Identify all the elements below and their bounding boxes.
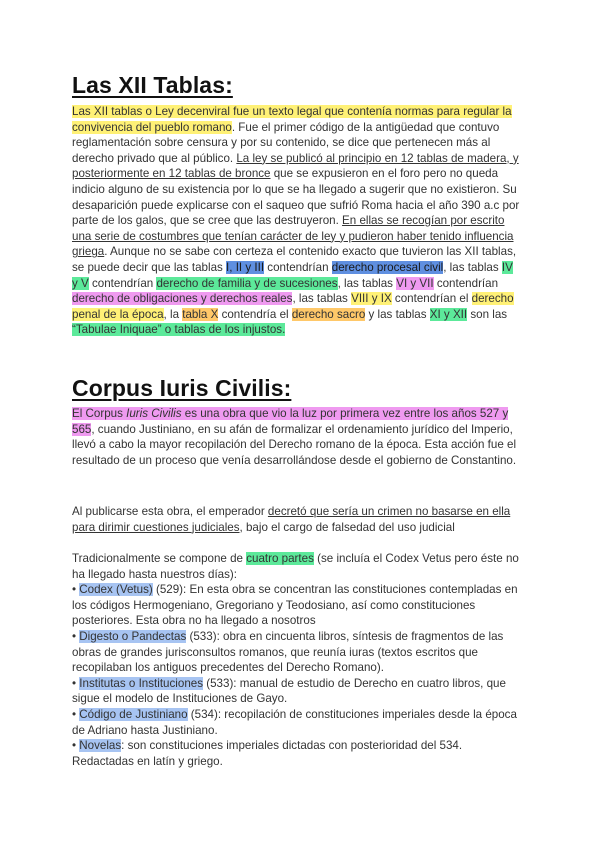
- text-run: contendrían: [433, 276, 499, 290]
- text-run: contendrían: [88, 276, 157, 290]
- bullet: •: [72, 583, 80, 597]
- list-item-text: (529): En esta obra se concentran las constituciones contempladas en los códigos Hermogeniano, Gregoriano y Teodosiano, así como constituciones posteriores. Esta obra no ha llegado a nosotros: [72, 583, 518, 628]
- text-run: contendrían: [264, 260, 332, 274]
- text-run: , las tablas: [292, 292, 352, 306]
- highlight-derecho-familia: derecho de familia y de sucesiones: [156, 276, 338, 290]
- text-run: , las tablas: [337, 276, 397, 290]
- text-run: son las: [467, 307, 508, 321]
- text-run: . Fue el primer código de la antigüedad que contuvo reglamentación sobre censura y por su contenido, se dice que pertenecen más al derecho privado que al público.: [72, 120, 500, 165]
- bullet: •: [72, 739, 80, 753]
- text-run: , bajo el cargo de falsedad del uso judicial: [239, 520, 455, 534]
- list-item-text: (534): recopilación de constituciones imperiales desde la época de Adriano hasta Justiniano.: [72, 707, 517, 737]
- list-item-text: (533): obra en cincuenta libros, síntesis de fragmentos de las obras de grandes jurisconsultos romanos, que reunía iuras (textos escritos que recopilaban los antiguos precedentes del Derecho Romano).: [72, 629, 504, 675]
- highlight-tablas-vi-vii: VI y VII: [396, 276, 434, 290]
- list-item: [72, 676, 520, 707]
- text-run: Al publicarse esta obra, el emperador: [72, 505, 268, 518]
- text-run: contendría el: [218, 307, 292, 321]
- section-title-xii-tablas: Las XII Tablas:: [72, 72, 233, 98]
- section-title-corpus-iuris: Corpus Iuris Civilis:: [72, 375, 292, 401]
- corpus-intro-paragraph: [72, 406, 520, 468]
- highlight-cuatro-partes: cuatro partes: [246, 552, 314, 565]
- text-run: , la: [163, 307, 183, 321]
- list-item: [72, 582, 520, 629]
- highlight-derecho-procesal: derecho procesal civil: [331, 260, 444, 274]
- highlight-definition: Las XII tablas o Ley decenviral fue un texto legal que contenía normas para regular la convivencia del pueblo romano: [72, 105, 512, 134]
- list-item: [72, 707, 520, 738]
- highlight-tablas-iv-v: IV y V: [72, 260, 513, 290]
- text-run: es una obra que vio la luz por primera vez entre los años 527 y 565: [72, 407, 509, 436]
- underline-costumbres: En ellas se recogían por escrito una serie de costumbres que tenían carácter de ley y pudieron haber tenido influencia griega: [72, 214, 514, 259]
- list-item: [72, 629, 520, 676]
- text-run: (se incluía el Codex Vetus pero éste no ha llegado hasta nuestros días):: [72, 552, 519, 581]
- highlight-derecho-obligaciones: derecho de obligaciones y derechos reales: [72, 292, 293, 306]
- text-run: que se expusieron en el foro pero no queda indicio alguno de su existencia por lo que se ha llegado a sugerir que no existieron. Su desaparición puede explicarse con el saqueo que sufrió Roma hacia el año 390 a.c por parte de los galos, que se cree que las destruyeron.: [72, 167, 520, 228]
- highlight-tablas-xi-xii: XI y XII: [429, 307, 468, 321]
- underline-decreto: decretó que sería un crimen no basarse en ella para dirimir cuestiones judiciales: [72, 505, 511, 534]
- text-run: contendrían el: [391, 292, 472, 306]
- text-run: . Aunque no se sabe con certeza el contenido exacto que tuvieron las XII tablas, se puede decir que las tablas: [72, 245, 517, 274]
- highlight-novelas: Novelas: [79, 739, 122, 753]
- highlight-codigo-justiniano: Código de Justiniano: [79, 707, 188, 721]
- text-run: Tradicionalmente se compone de: [72, 552, 247, 565]
- highlight-institutas: Institutas o Instituciones: [79, 676, 204, 690]
- highlight-tabulae-iniquae: “Tabulae Iniquae” o tablas de los injustos.: [72, 323, 286, 337]
- highlight-codex: Codex (Vetus): [79, 583, 153, 597]
- bullet: •: [72, 676, 80, 690]
- text-run: , las tablas: [443, 260, 502, 274]
- highlight-digesto: Digesto o Pandectas: [79, 629, 187, 643]
- list-item: [72, 738, 520, 769]
- list-item-text: (533): manual de estudio de Derecho en cuatro libros, que sigue el modelo de Instituciones de Gayo.: [72, 676, 506, 706]
- bullet: •: [72, 629, 80, 643]
- corpus-decree-paragraph: [72, 504, 520, 535]
- text-run: , cuando Justiniano, en su afán de formalizar el ordenamiento jurídico del Imperio, llevó a cabo la mayor recopilación del Derecho romano de la época. Esta acción fue el resultado de un proceso que venía desarrollándose desde el gobierno de Constantino.: [72, 422, 517, 467]
- highlight-derecho-penal: derecho penal de la época: [72, 292, 514, 321]
- text-run-italic: Iuris Civilis: [126, 407, 182, 420]
- text-run: y las tablas: [365, 307, 430, 321]
- corpus-parts-paragraph: [72, 551, 520, 769]
- highlight-tablas-i-ii-iii: I, II y III: [226, 260, 265, 274]
- list-item-text: : son constituciones imperiales dictadas con posterioridad del 534. Redactadas en latín y griego.: [72, 739, 463, 768]
- text-run: El Corpus: [72, 407, 127, 420]
- underline-publication: La ley se publicó al principio en 12 tablas de madera, y posteriormente en 12 tablas de bronce: [72, 151, 519, 181]
- bullet: •: [72, 707, 80, 721]
- highlight-tabla-x: tabla X: [182, 307, 219, 321]
- highlight-tablas-viii-ix: VIII y IX: [351, 292, 392, 306]
- xii-tablas-paragraph: [72, 104, 520, 338]
- highlight-derecho-sacro: derecho sacro: [291, 307, 366, 321]
